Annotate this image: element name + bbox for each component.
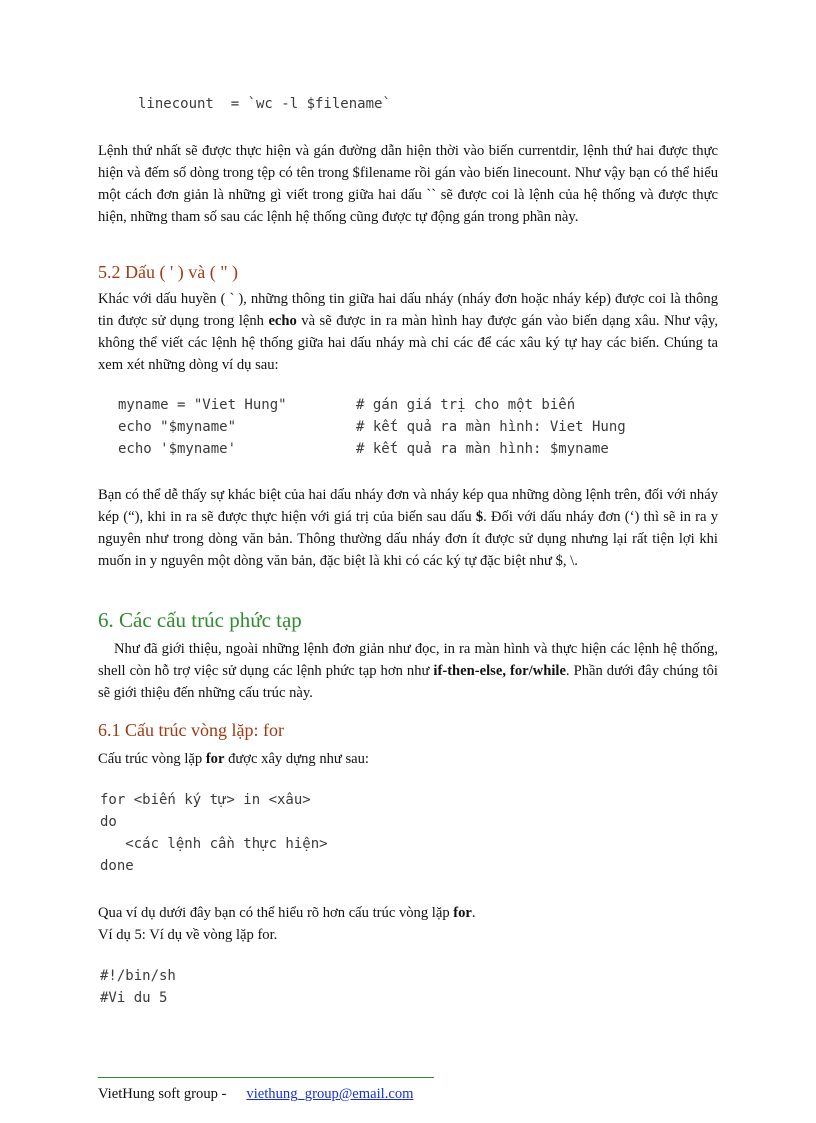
paragraph-text: Cấu trúc vòng lặp for được xây dựng như sau: (98, 751, 369, 767)
code-line: #Vi du 5 (100, 990, 168, 1006)
section-heading-6-1: 6.1 Cấu trúc vòng lặp: for (98, 720, 284, 740)
code-line: <các lệnh cần thực hiện> (100, 836, 328, 852)
example-caption: Ví dụ 5: Ví dụ về vòng lặp for. (98, 927, 278, 943)
script-code-block (100, 968, 176, 1012)
footer-divider (98, 1077, 434, 1078)
paragraph-backtick-explanation (98, 140, 718, 228)
paragraph-for-example-intro (98, 902, 718, 946)
section-heading-6: 6. Các cấu trúc phức tạp (98, 608, 302, 632)
code-line: for <biến ký tự> in <xâu> (100, 792, 311, 808)
code-line: #!/bin/sh (100, 968, 176, 984)
paragraph-text: Khác với dấu huyền ( ` ), những thông tin giữa hai dấu nháy (nháy đơn hoặc nháy kép) được coi là thông tin được sử dụng trong lệnh echo và sẽ được in ra màn hình hay được gán vào biến dạng xâu. Như vậy, không thể viết các lệnh hệ thống giữa hai dấu nháy mà chỉ các để các xâu ký tự hay các biến. Chúng ta xem xét những dòng ví dụ sau: (98, 291, 719, 373)
paragraph-for-intro (98, 748, 718, 770)
footer (98, 1086, 413, 1103)
top-code-line: linecount = `wc -l $filename` (138, 96, 391, 112)
paragraph-text: Bạn có thể dễ thấy sự khác biệt của hai dấu nháy đơn và nháy kép qua những dòng lệnh trên, đối với nháy kép (“), khi in ra sẽ được thực hiện với giá trị của biến sau dấu $. Đối với dấu nháy đơn (‘) thì sẽ in ra y nguyên như trong dòng văn bản. Thông thường dấu nháy đơn ít được sử dụng nhưng lại rất tiện lợi khi muốn in y nguyên một dòng văn bản, đặc biệt là khi có các ký tự đặc biệt như $, \. (98, 487, 718, 569)
paragraph-complex-structures (98, 638, 718, 704)
code-line: do (100, 814, 117, 830)
footer-email-link[interactable]: viethung_group@email.com (246, 1086, 414, 1102)
paragraph-text: Lệnh thứ nhất sẽ được thực hiện và gán đường dẫn hiện thời vào biến currentdir, lệnh thứ hai được thực hiện và đếm số dòng trong tệp có tên trong $filename rồi gán vào biến linecount. Như vậy bạn có thể hiểu một cách đơn giản là những gì viết trong giữa hai dấu `` sẽ được coi là lệnh của hệ thống và được thực hiện, những tham số sau các lệnh hệ thống cũng được tự động gán trong phần này. (98, 143, 718, 225)
paragraph-text: Qua ví dụ dưới đây bạn có thể hiểu rõ hơn cấu trúc vòng lặp for. (98, 905, 476, 921)
footer-group-name: VietHung soft group - (98, 1086, 227, 1102)
code-line: done (100, 858, 134, 874)
paragraph-quotes-explanation (98, 288, 718, 376)
paragraph-quote-difference (98, 484, 718, 572)
section-heading-5-2: 5.2 Dấu ( ' ) và ( " ) (98, 262, 239, 282)
paragraph-text: Như đã giới thiệu, ngoài những lệnh đơn giản như đọc, in ra màn hình và thực hiện các lệnh hệ thống, shell còn hỗ trợ việc sử dụng các lệnh phức tạp hơn như if-then-else, for/while. Phần dưới đây chúng tôi sẽ giới thiệu đến những cấu trúc này. (98, 641, 718, 701)
for-loop-code-block (100, 792, 328, 880)
